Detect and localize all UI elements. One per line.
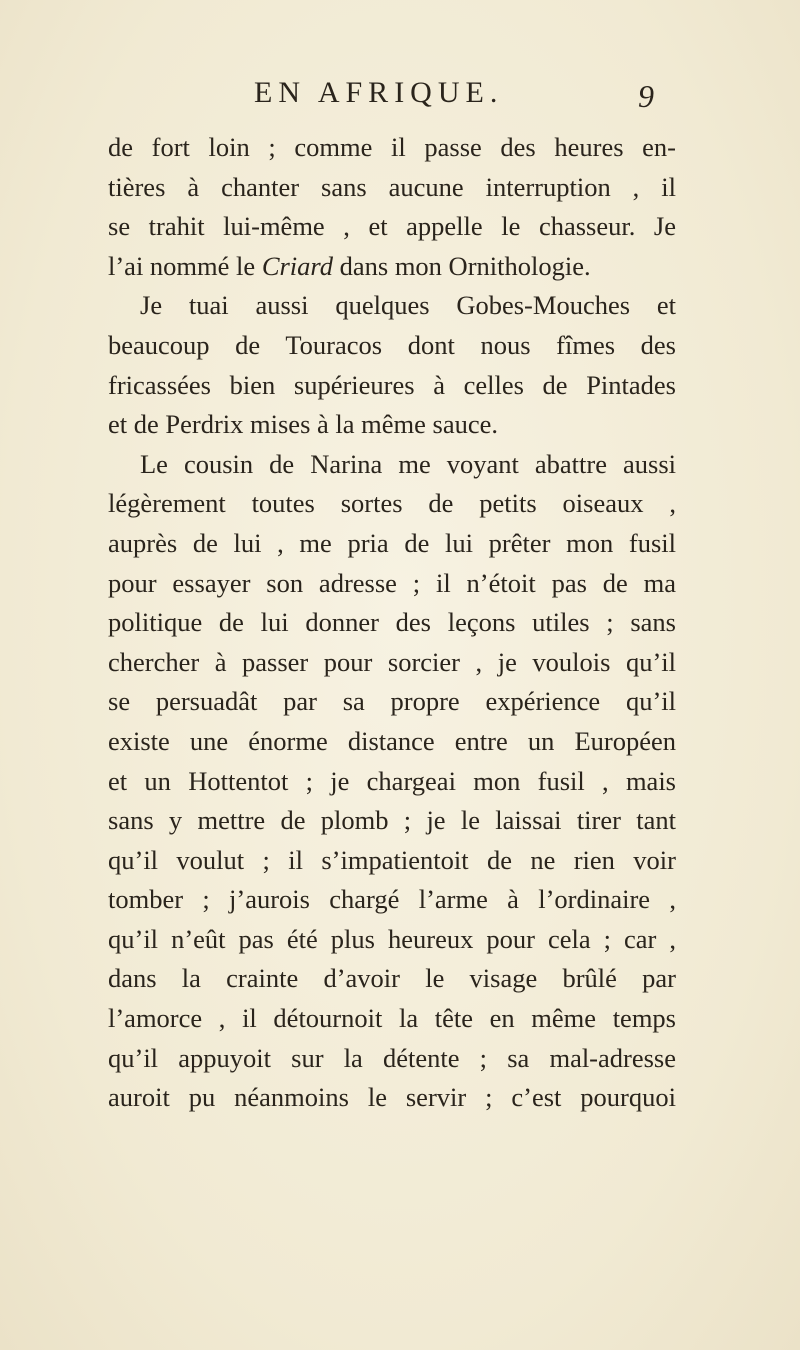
text-line: politique de lui donner des leçons utiles ; sans [108,607,676,638]
text-line: tomber ; j’aurois chargé l’arme à l’ordinaire , [108,884,676,915]
page-header [0,76,800,116]
text-line: beaucoup de Touracos dont nous fîmes des [108,329,676,360]
text-line: fricassées bien supérieures à celles de Pintades [108,369,676,400]
text-line: l’ai nommé le Criard dans mon Ornithologie. [108,250,591,281]
text-line: légèrement toutes sortes de petits oiseaux , [108,488,676,519]
paragraph-start-line: Le cousin de Narina me voyant abattre aussi [140,448,676,479]
italic-word: Criard [261,250,333,281]
text-line: chercher à passer pour sorcier , je voulois qu’il [108,646,676,677]
text-line: et de Perdrix mises à la même sauce. [108,409,498,440]
text-line: existe une énorme distance entre un Européen [108,725,676,756]
text-line: dans la crainte d’avoir le visage brûlé par [108,963,676,994]
text-line: auroit pu néanmoins le servir ; c’est pourquoi [108,1082,676,1113]
page-number: 9 [638,78,654,114]
body-text [108,128,676,1118]
text-line: tières à chanter sans aucune interruption , il [108,171,676,202]
text-line: et un Hottentot ; je chargeai mon fusil , mais [108,765,676,796]
text-line: qu’il appuyoit sur la détente ; sa mal-adresse [108,1042,676,1073]
text-line: auprès de lui , me pria de lui prêter mon fusil [108,527,676,558]
text-line: se persuadât par sa propre expérience qu’il [108,686,676,717]
running-head: EN AFRIQUE. [254,76,504,109]
text-line: de fort loin ; comme il passe des heures en- [108,132,676,162]
text-line: se trahit lui-même , et appelle le chasseur. Je [108,211,676,242]
text-line: sans y mettre de plomb ; je le laissai tirer tant [108,805,676,836]
text-line: qu’il n’eût pas été plus heureux pour cela ; car , [108,923,676,954]
text-line: l’amorce , il détournoit la tête en même temps [108,1003,676,1034]
paragraph-start-line: Je tuai aussi quelques Gobes-Mouches et [140,290,676,321]
text-line: pour essayer son adresse ; il n’étoit pas de ma [108,567,676,598]
text-line: qu’il voulut ; il s’impatientoit de ne rien voir [108,844,676,875]
